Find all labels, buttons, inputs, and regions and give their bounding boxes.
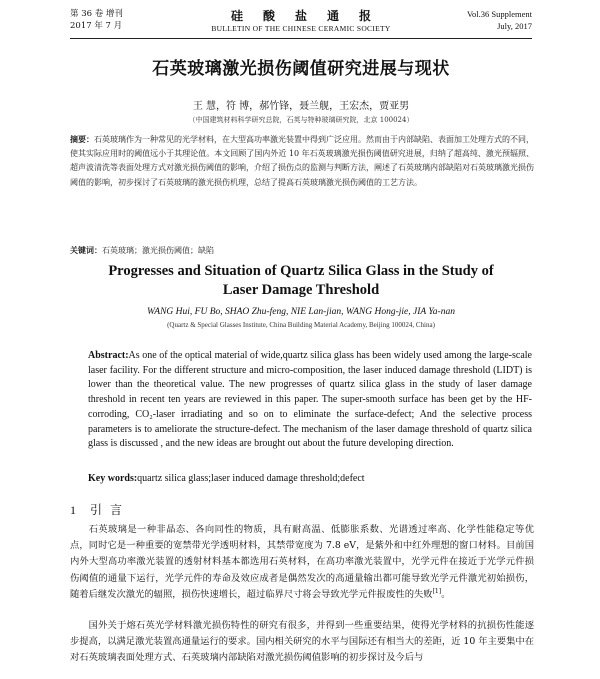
citation-ref[interactable]: [1]: [432, 587, 442, 595]
journal-name-cn: 硅酸盐通报: [230, 9, 391, 23]
keywords-cn: [70, 245, 534, 256]
body-paragraph-2: [70, 618, 534, 667]
affiliation-cn: （中国建筑材料科学研究总院，石英与特种玻璃研究院，北京 100024）: [188, 116, 414, 124]
abstract-cn: [70, 133, 534, 190]
abstract-cn-text: 石英玻璃作为一种常见的光学材料，在大型高功率激光装置中得到广泛应用。然而由于内部缺陷、表面加工处理方式的不同，使其实际应用时的阈值远小于其理论值。本文回顾了国内外近 10 年石英玻璃激光损伤阈值研究进展，归纳了超高纯、激光预辐照、超声波清洗等表面处理方式对激光损伤阈值的影响，介绍了损伤点的监测与判断方法，阐述了石英玻璃内部缺陷对石英玻璃激光损伤阈值的影响，初步探讨了石英玻璃的激光损伤机理，总结了提高石英玻璃激光损伤阈值的工艺方法。: [70, 135, 534, 187]
section-title: 引言: [90, 503, 131, 517]
keywords-en-label: Key words:: [88, 473, 138, 484]
abstract-en: [88, 349, 532, 452]
keywords-en-text: quartz silica glass;laser induced damage threshold;defect: [137, 473, 365, 484]
header-divider: [70, 38, 532, 39]
abstract-en-label: Abstract:: [88, 350, 129, 361]
title-en-line2: Laser Damage Threshold: [222, 282, 380, 298]
title-cn: 石英玻璃激光损伤阈值研究进展与现状: [152, 59, 450, 79]
abstract-en-text: As one of the optical material of wide,quartz silica glass has been widely used among the large-scale laser facility. For the different structure and micro-composition, the laser induced damage threshold (LIDT) is lower than the theoretical value. The new progresses of quartz silica glass in the study of laser damage threshold in recent ten years are reviewed in this paper. The super-smooth surface has been get by the HF-corroding, CO₂-laser irradiating and so on to eliminate the surface-defect; And the selective process parameters is to ameliorate the structure-defect. The mechanism of the laser damage threshold of quartz silica glass is discussed , and the new ideas are brought out about the future developing direction.: [88, 350, 532, 450]
keywords-en: [88, 473, 532, 484]
header-date: 2017 年 7 月: [70, 21, 123, 31]
authors-cn: 王 慧，符 博，郝竹锋，聂兰舰，王宏杰，贾亚男: [192, 101, 410, 112]
header-journal: [70, 8, 532, 34]
keywords-cn-label: 关键词：: [70, 246, 102, 255]
affiliation-en: (Quartz & Special Glasses Institute, China Building Material Academy, Beijing 100024, China): [167, 321, 435, 329]
authors-en: WANG Hui, FU Bo, SHAO Zhu-feng, NIE Lan-jian, WANG Hong-jie, JIA Ya-nan: [147, 307, 455, 317]
abstract-cn-label: 摘要：: [70, 135, 94, 144]
body-paragraph-1-text: 石英玻璃是一种非晶态、各向同性的物质，具有耐高温、低膨胀系数、光谱透过率高、化学性能稳定等优点，同时它是一种重要的宽禁带光学透明材料，其禁带宽度为 7.8 eV，是紫外和中红外理想的窗口材料。目前国内外大型高功率激光装置的透射材料基本都选用石英材料，在高功率激光装置中，光学元件在接近于光学元件损伤阈值的通量下运行，光学元件的寿命及效应成者是偶然发次的高通量输出都可能导致光学元件激光初始损伤，随着后继发次激光的辐照，损伤快速增长，超过临界尺寸将会导致光学元件报废性的失败: [70, 524, 534, 600]
header-issue-info: [467, 8, 532, 32]
section-heading: [70, 501, 130, 518]
header-volume-en: Vol.36 Supplement: [466, 9, 532, 19]
header-volume: 第 36 卷 增刊: [70, 9, 123, 19]
body-paragraph-2-text: 国外关于熔石英光学材料激光损伤特性的研究有很多，并得到一些重要结果，使得光学材料的抗损伤性能逐步提高，以满足激光装置高通量运行的要求。国内相关研究的水平与国际还有相当大的差距，近 10 年主要集中在对石英玻璃表面处理方式、石英玻璃内部缺陷对激光损伤阈值影响的初步探讨及今后与: [70, 620, 534, 664]
keywords-cn-text: 石英玻璃；激光损伤阈值；缺陷: [102, 246, 214, 255]
body-paragraph-1-end: 。: [441, 588, 451, 600]
running-header: [70, 8, 532, 38]
header-date-en: July, 2017: [497, 21, 532, 31]
title-en-line1: Progresses and Situation of Quartz Silica Glass in the Study of: [108, 263, 494, 279]
journal-name-en: BULLETIN OF THE CHINESE CERAMIC SOCIETY: [211, 24, 391, 33]
body-paragraph-1: [70, 522, 534, 603]
section-number: 1: [70, 503, 76, 517]
